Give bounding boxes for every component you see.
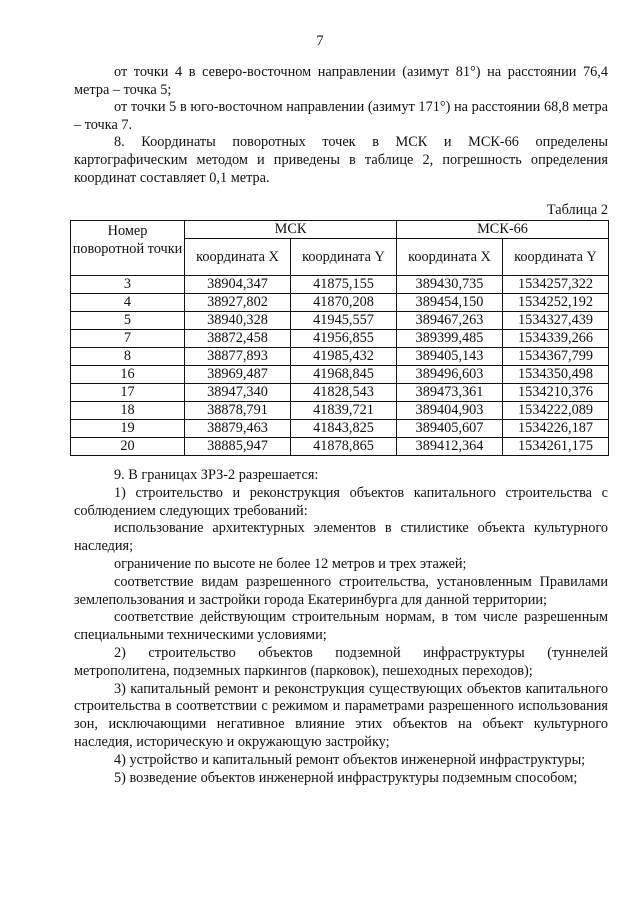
cell-msk66-x: 389473,361 [397,384,503,402]
table-row [71,348,609,366]
table-row [71,438,609,456]
cell-msk-y: 41828,543 [291,384,397,402]
cell-point-number: 17 [71,384,185,402]
paragraph-rules: соответствие видам разрешенного строительства, установленным Правилами землепользования и застройки города Екатеринбурга для данной территории; [74,573,608,608]
table-caption: Таблица 2 [546,202,608,218]
cell-point-number: 18 [71,402,185,420]
cell-msk-x: 38885,947 [185,438,291,456]
paragraph-sub-3: 3) капитальный ремонт и реконструкция существующих объектов капитального строительства в соответствии с режимом и параметрами разрешенного использования зон, исключающими негативное влияние этих объектов на объект культурного наследия, историческую и окружающую застройку; [74,680,608,750]
table-row [71,294,609,312]
cell-msk-y: 41945,557 [291,312,397,330]
cell-msk-y: 41870,208 [291,294,397,312]
cell-msk-x: 38947,340 [185,384,291,402]
cell-msk66-y: 1534327,439 [503,312,609,330]
table-row [71,384,609,402]
cell-msk66-x: 389496,603 [397,366,503,384]
paragraph-sub-4: 4) устройство и капитальный ремонт объектов инженерной инфраструктуры; [114,751,586,768]
cell-msk-x: 38877,893 [185,348,291,366]
cell-point-number: 5 [71,312,185,330]
cell-msk-x: 38878,791 [185,402,291,420]
cell-msk66-y: 1534210,376 [503,384,609,402]
paragraph-sub-5: 5) возведение объектов инженерной инфраструктуры подземным способом; [114,769,578,786]
paragraph-item-9: 9. В границах ЗРЗ-2 разрешается: [114,467,319,483]
header-msk-x: координата X [185,239,291,276]
paragraph-height-limit: ограничение по высоте не более 12 метров и трех этажей; [114,555,467,572]
paragraph-point-4: от точки 4 в северо-восточном направлении (азимут 81°) на расстоянии 76,4 метра – точка 5; [74,64,608,98]
header-msk66-y: координата Y [503,239,609,276]
cell-msk66-x: 389467,263 [397,312,503,330]
paragraph-sub-1: 1) строительство и реконструкция объектов капитального строительства с соблюдением следующих требований: [74,484,608,519]
cell-msk66-x: 389454,150 [397,294,503,312]
table-row [71,330,609,348]
header-msk66-x: координата X [397,239,503,276]
paragraph-item-8: 8. Координаты поворотных точек в МСК и МСК-66 определены картографическим методом и приведены в таблице 2, погрешность определения координат составляет 0,1 метра. [74,134,608,186]
cell-msk-x: 38904,347 [185,276,291,294]
cell-msk66-x: 389399,485 [397,330,503,348]
cell-msk66-x: 389405,607 [397,420,503,438]
cell-point-number: 3 [71,276,185,294]
header-point-number: Номер поворотной точки [71,221,185,276]
paragraph-norms: соответствие действующим строительным нормам, в том числе разрешенным специальными техническими условиями; [74,609,608,644]
cell-msk-y: 41878,865 [291,438,397,456]
cell-msk66-x: 389405,143 [397,348,503,366]
paragraph-sub-2: 2) строительство объектов подземной инфраструктуры (туннелей метрополитена, подземных паркингов (парковок), пешеходных переходов); [74,644,608,679]
table-row [71,276,609,294]
cell-point-number: 8 [71,348,185,366]
cell-point-number: 16 [71,366,185,384]
header-msk-y: координата Y [291,239,397,276]
cell-msk-y: 41843,825 [291,420,397,438]
cell-msk-y: 41875,155 [291,276,397,294]
cell-point-number: 20 [71,438,185,456]
cell-msk66-y: 1534257,322 [503,276,609,294]
page-number: 7 [316,33,324,49]
table-row [71,420,609,438]
cell-msk66-y: 1534367,799 [503,348,609,366]
table-header-row [71,221,609,239]
cell-msk-y: 41985,432 [291,348,397,366]
cell-point-number: 4 [71,294,185,312]
cell-msk66-x: 389430,735 [397,276,503,294]
table-row [71,312,609,330]
header-msk66: МСК-66 [397,221,609,239]
cell-point-number: 7 [71,330,185,348]
cell-msk66-x: 389404,903 [397,402,503,420]
paragraph-point-5: от точки 5 в юго-восточном направлении (азимут 171°) на расстоянии 68,8 метра – точка 7. [74,99,608,133]
cell-point-number: 19 [71,420,185,438]
cell-msk66-y: 1534252,192 [503,294,609,312]
cell-msk-y: 41956,855 [291,330,397,348]
cell-msk-x: 38940,328 [185,312,291,330]
cell-msk66-x: 389412,364 [397,438,503,456]
table-row [71,366,609,384]
cell-msk-x: 38872,458 [185,330,291,348]
intro-text [74,64,608,187]
cell-msk66-y: 1534222,089 [503,402,609,420]
body-text [74,467,608,787]
coordinates-table [70,220,609,456]
cell-msk-y: 41968,845 [291,366,397,384]
cell-msk-x: 38879,463 [185,420,291,438]
paragraph-architecture: использование архитектурных элементов в стилистике объекта культурного наследия; [74,520,608,555]
table-row [71,402,609,420]
cell-msk-x: 38969,487 [185,366,291,384]
cell-msk66-y: 1534226,187 [503,420,609,438]
cell-msk-y: 41839,721 [291,402,397,420]
cell-msk66-y: 1534350,498 [503,366,609,384]
header-msk: МСК [185,221,397,239]
cell-msk-x: 38927,802 [185,294,291,312]
cell-msk66-y: 1534261,175 [503,438,609,456]
cell-msk66-y: 1534339,266 [503,330,609,348]
